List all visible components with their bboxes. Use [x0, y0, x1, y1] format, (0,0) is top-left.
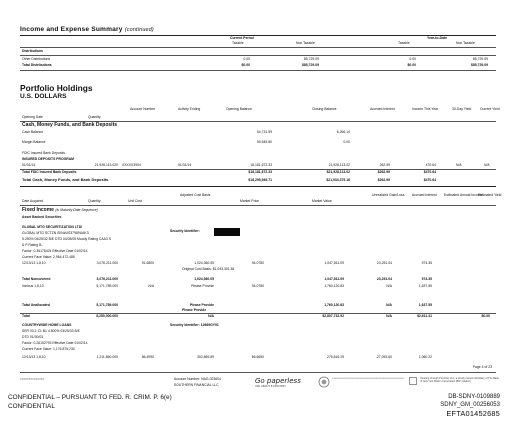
clearing-note: Clearing through Pershing LLC, a wholly owned subsidiary of The Bank of New York Mellon Corporation (BNY Mellon) — [420, 377, 499, 383]
brokercheck-seal-icon — [318, 376, 330, 388]
ie-header-rule — [20, 47, 496, 48]
sec1-line6: Current Face Value: 2,964,472.485 — [22, 255, 75, 259]
income-expense-title — [20, 27, 154, 34]
cash-section-title: Cash, Money Funds, and Bank Deposits — [22, 122, 118, 128]
distributions-section: Distributions — [22, 49, 43, 53]
total-unallocated-accr: 1,637.55 — [418, 303, 432, 307]
total-noncovered-cost: 1,024,360.05 — [194, 277, 214, 281]
asset-backed-label: Asset Backed Securities — [22, 215, 62, 219]
sec1-name: GLOBAL MTG SECURITIZATION LTD/ — [22, 225, 83, 229]
fi-total-yield: $0.00 — [481, 314, 490, 318]
sec2-accr: 1,060.22 — [418, 355, 432, 359]
various-qty: 5,171,789.000 — [96, 284, 118, 288]
page-number: Page 4 of 23 — [472, 365, 492, 369]
col-ytd-nontaxable: Non Taxable — [456, 41, 475, 45]
col-current-period: Current Period — [230, 36, 254, 40]
sec1-unit: 91.6800 — [141, 261, 154, 265]
sipc-note-block: ▭▭▭▭▭▭▭▭▭▭▭▭▭▭▭▭▭▭▭▭▭▭▭▭▭▭▭▭▭▭▭▭ — [332, 377, 405, 380]
sec2-cost: 302,869.89 — [197, 355, 214, 359]
col-closing-balance: Closing Balance — [312, 107, 337, 111]
various-label: Various 1,8,10 — [22, 284, 44, 288]
please-provide-label: Please Provide — [182, 308, 207, 312]
total-unallocated-cost: Please Provide — [189, 303, 214, 307]
various-mv: 1,760,120.83 — [324, 284, 344, 288]
sec1-cost: 1,024,360.05 — [194, 261, 214, 265]
various-gl: N/A — [386, 284, 392, 288]
col-current-yield: Current Yield — [480, 107, 500, 111]
insured-accrued: 262.99 — [379, 163, 390, 167]
bates-sdny-number: SDNY_GM_00256053 — [440, 402, 500, 408]
insured-current-yield: N/A — [484, 163, 490, 167]
insured-income: 470.64 — [425, 163, 436, 167]
total-ytd-taxable: $0.00 — [407, 63, 416, 67]
various-unit: N/A — [148, 284, 154, 288]
total-noncovered-gl: 23,251.04 — [376, 277, 392, 281]
total-fdic-open: $18,181,672.33 — [248, 170, 272, 174]
total-unallocated-mv: 1,760,120.83 — [324, 303, 344, 307]
col-est-annual-income: Estimated Annual Income — [444, 193, 483, 197]
total-unallocated-gl: N/A — [386, 303, 392, 307]
footer-small-code: XXXXXXXXXXXXXX — [20, 378, 45, 381]
sec1-price: 94.0780 — [251, 261, 264, 265]
total-cash-close: $21,934,379.16 — [326, 178, 350, 182]
go-paperless-logo — [255, 377, 301, 388]
col-unit-cost: Unit Cost — [128, 199, 142, 203]
confidential-stamp-1: CONFIDENTIAL – PURSUANT TO FED. R. CRIM. P. 6(e) — [8, 394, 172, 401]
insured-close: 21,928,113.02 — [328, 163, 350, 167]
col-income-this-year: Income This Year — [412, 107, 439, 111]
bates-db-number: DB-SDNY-0109889 — [448, 394, 500, 400]
col-accrued-interest: Accrued Interest — [370, 107, 395, 111]
col-activity-ending: Activity Ending — [178, 107, 201, 111]
col-account-number: Account Number — [130, 107, 156, 111]
total-cp-taxable: $0.00 — [241, 63, 250, 67]
total-cash-label: Total Cash, Money Funds, and Bank Deposits — [22, 177, 109, 182]
cash-balance-label: Cash Balance — [22, 130, 44, 134]
total-noncovered-qty: 3,076,211.000 — [96, 277, 118, 281]
col-30day-yield: 30-Day Yield — [452, 107, 472, 111]
cash-balance-open: 54,731.59 — [256, 130, 272, 134]
sec2-id-label: Security Identifier: 12669GY91 — [170, 323, 219, 327]
various-price: 94.0780 — [251, 284, 264, 288]
col-date-acquired: Date Acquired — [22, 199, 44, 203]
income-expense-title-text: Income and Expense Summary — [20, 26, 123, 33]
insured-activity-ending: 01/31/14 — [178, 163, 192, 167]
sec2-unit: 86.4990 — [141, 355, 154, 359]
fi-total-label: Total — [22, 314, 30, 318]
sec1-accr: 974.35 — [421, 261, 432, 265]
ie-bottom-rule — [20, 70, 496, 71]
total-fdic-close: $21,928,113.02 — [326, 170, 350, 174]
col-quantity: Quantity — [88, 115, 101, 119]
insured-open: 18,181,672.33 — [250, 163, 272, 167]
redaction-block — [214, 228, 240, 236]
col-opening-date: Opening Date — [22, 115, 43, 119]
total-fdic-accrued: $262.99 — [377, 170, 390, 174]
sec2-line2: SER 03-1 CL B1 4.500% 03/25/33 B/E — [22, 329, 80, 333]
col-ytd: Year-to-Date — [427, 36, 447, 40]
maturity-note: (In Maturity Date Sequence) — [55, 208, 98, 212]
total-cash-income: $470.64 — [423, 178, 436, 182]
currency-label: U.S. DOLLARS — [20, 93, 67, 100]
sec1-qty: 3,076,211.000 — [96, 261, 118, 265]
fixed-income-section — [22, 208, 98, 213]
sec1-mv: 1,047,811.09 — [324, 261, 344, 265]
col-market-value: Market Value — [312, 199, 332, 203]
total-cp-nontaxable: $85,729.09 — [302, 63, 319, 67]
margin-balance-close: 0.00 — [343, 140, 350, 144]
col-cp-taxable: Taxable — [232, 41, 244, 45]
bates-efta-number: EFTA01452685 — [446, 409, 500, 418]
sec1-line4: & P Rating B- — [22, 243, 43, 247]
sec2-qty: 1,211,860.000 — [96, 355, 118, 359]
cash-balance-close: 6,266.14 — [336, 130, 350, 134]
sec1-line5: Factor: 0.36175424 Effective Date 01/02/14 — [22, 249, 88, 253]
sec2-mv: 275,816.29 — [327, 355, 344, 359]
sec2-date: 12/13/13 1,8,10 — [22, 355, 46, 359]
distributions-rule — [20, 55, 496, 56]
other-cp-nontaxable: 85,729.09 — [303, 57, 319, 61]
col-est-yield: Estimated Yield — [478, 193, 502, 197]
fi-total-accr: $2,611.41 — [417, 314, 432, 318]
confidential-stamp-2: CONFIDENTIAL — [8, 403, 55, 410]
sec1-line3: 5.250% 04/25/32 B/E DTD 04/28/05 Moody Rating CAA3 S — [22, 237, 111, 241]
insured-30day-yield: N/A — [456, 163, 462, 167]
fixed-income-title: Fixed Income — [22, 207, 54, 213]
sec2-line4: Factor: 0.26152793 Effective Date 01/02/14 — [22, 341, 88, 345]
footer-rule — [20, 372, 496, 373]
sec2-line3: DTD 01/30/03 — [22, 335, 44, 339]
other-ytd-nontaxable: 85,729.09 — [472, 57, 488, 61]
insured-date: 01/01/14 — [22, 163, 36, 167]
insured-quantity: 21,928,113.020 — [94, 163, 118, 167]
col-adjusted-cost-basis: Adjusted Cost Basis — [180, 193, 211, 197]
total-noncovered-label: Total Noncovered — [22, 277, 51, 281]
various-cost: Please Provide — [191, 284, 214, 288]
sec1-gl: 23,251.04 — [376, 261, 392, 265]
sec1-id-label: Security Identifier: — [170, 229, 200, 233]
portfolio-holdings-title: Portfolio Holdings — [20, 83, 93, 93]
total-cash-accrued: $262.99 — [377, 178, 390, 182]
col-cp-nontaxable: Non Taxable — [296, 41, 315, 45]
total-fdic-income: $470.64 — [423, 170, 436, 174]
total-unallocated-qty: 5,171,789.000 — [96, 303, 118, 307]
col-unrealized: Unrealized Gain/Loss — [372, 193, 405, 197]
total-fdic-label: Total FDIC Insured Bank Deposits — [22, 170, 77, 174]
fi-total-cost: N/A — [208, 314, 214, 318]
go-paperless-text: Go paperless — [255, 377, 301, 385]
total-distributions-label: Total Distributions — [22, 63, 52, 67]
various-accr: 1,637.55 — [418, 284, 432, 288]
col-ytd-taxable: Taxable — [398, 41, 410, 45]
other-ytd-taxable: 0.00 — [409, 57, 416, 61]
sec1-line2: GLOBAL MTG SCTZN ISIN#US37989UAK3 — [22, 231, 89, 235]
col-market-price: Market Price — [240, 199, 260, 203]
col-fi-quantity: Quantity — [88, 199, 101, 203]
cash-bottom-rule — [20, 186, 496, 187]
insured-program-label: INSURED DEPOSITS PROGRAM — [22, 157, 74, 161]
total-noncovered-accr: 974.35 — [421, 277, 432, 281]
fi-total-mv: $2,807,732.92 — [322, 314, 344, 318]
sec2-gl: -27,053.60 — [375, 355, 392, 359]
insured-account: XXXXX3904 — [122, 163, 141, 167]
sec1-original-cost: Original Cost Basis: $1,043,301.84 — [182, 267, 235, 271]
sec2-line5: Current Face Value: 1,176,875.230 — [22, 347, 75, 351]
sec2-name: COUNTRYWIDE HOME LOANS — [22, 323, 72, 327]
fdic-label: FDIC Insured Bank Deposits — [22, 151, 65, 155]
total-unallocated-label: Total Unallocated — [22, 303, 51, 307]
continued-label: (continued) — [124, 27, 154, 33]
margin-balance-label: Margin Balance — [22, 140, 46, 144]
fi-header-rule — [20, 205, 496, 206]
total-noncovered-mv: 1,047,811.09 — [324, 277, 344, 281]
pershing-logo-icon — [409, 377, 417, 385]
margin-balance-open: 59,545.80 — [256, 140, 272, 144]
go-paperless-sub: ASK ABOUT E-DELIVERY — [255, 385, 286, 388]
other-cp-taxable: 0.00 — [243, 57, 250, 61]
fi-total-gl: N/A — [386, 314, 392, 318]
ie-title-rule — [20, 35, 496, 36]
sec1-date: 12/13/13 1,8,10 — [22, 261, 46, 265]
col-opening-balance: Opening Balance — [226, 107, 253, 111]
footer-account-number: Account Number: NAG-023604 — [174, 377, 221, 381]
col-fi-accrued-interest: Accrued Interest — [412, 193, 437, 197]
other-distributions-label: Other Distributions — [22, 57, 51, 61]
fi-total-qty: 8,250,000.000 — [96, 314, 118, 318]
footer-firm: SOUTHERN FINANCIAL LLC — [174, 383, 219, 387]
total-cash-open: $18,295,949.71 — [248, 178, 272, 182]
total-ytd-nontaxable: $85,729.09 — [471, 63, 488, 67]
sec2-price: 66.6650 — [251, 355, 264, 359]
